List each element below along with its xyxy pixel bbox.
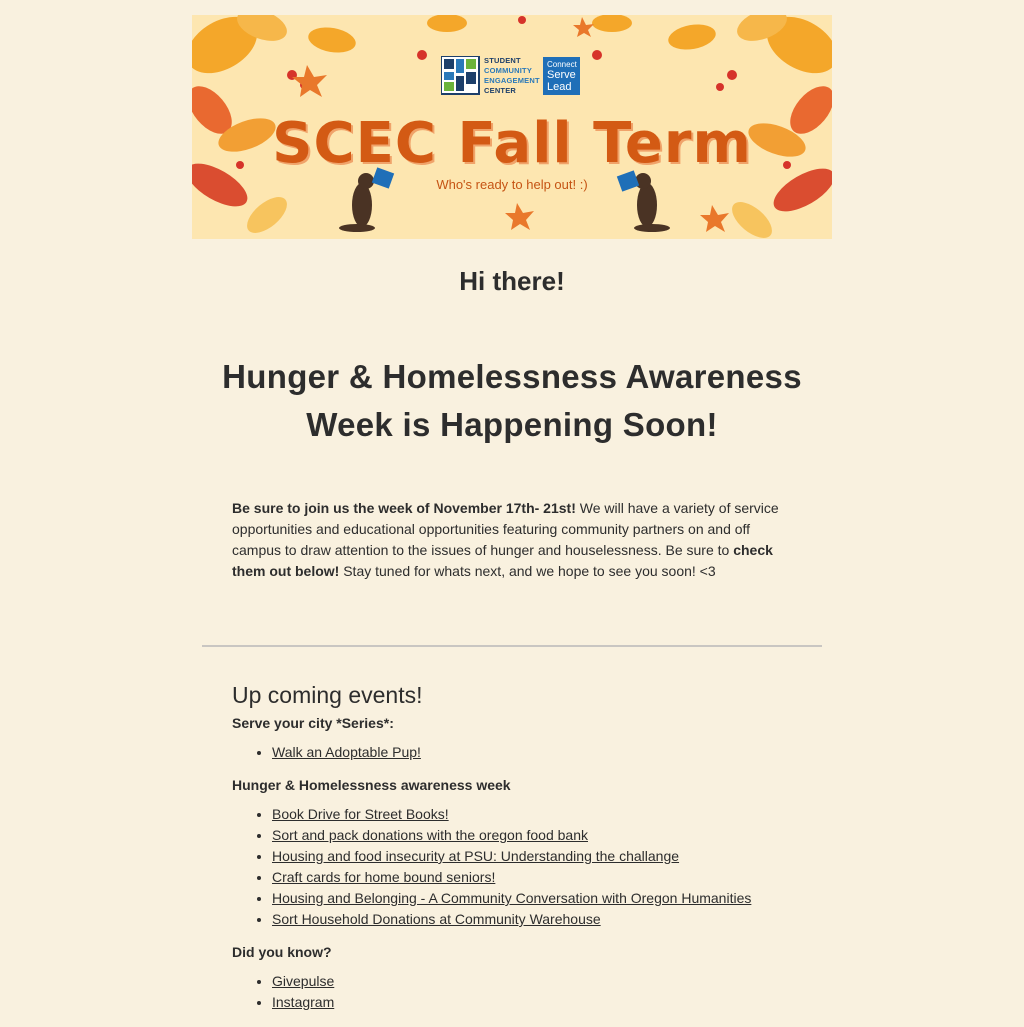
intro-cta-emphasis: check them out below! [232, 542, 773, 579]
instagram-link[interactable]: Instagram [272, 994, 335, 1010]
serve-your-city-list [232, 742, 812, 763]
serve-your-city-label: Serve your city *Series*: [232, 715, 394, 731]
events-section [232, 682, 812, 1027]
fall-term-banner [192, 15, 832, 239]
banner-title: SCEC Fall Term [272, 111, 752, 176]
givepulse-link[interactable]: Givepulse [272, 973, 335, 989]
list-item [272, 992, 812, 1013]
intro-text: We will have a variety of service opportunities and educational opportunities featuring community partners on and off campus to draw attention to the issues of hunger and houselessness. Be sure to [232, 500, 779, 558]
did-you-know-list [232, 971, 812, 1013]
headline: Hunger & Homelessness Awareness Week is Happening Soon! [222, 358, 802, 443]
intro-closing-text: Stay tuned for whats next, and we hope to see you soon! <3 [339, 563, 716, 579]
list-item [272, 909, 812, 930]
list-item [272, 825, 812, 846]
event-link-walk-pup[interactable]: Walk an Adoptable Pup! [272, 744, 421, 760]
intro-paragraph [232, 498, 798, 582]
list-item [272, 804, 812, 825]
list-item [272, 867, 812, 888]
scec-logo-icon [441, 56, 481, 96]
event-link-food-bank[interactable]: Sort and pack donations with the oregon food bank [272, 827, 588, 843]
awareness-week-label: Hunger & Homelessness awareness week [232, 777, 511, 793]
connect-serve-lead-badge: Connect Serve Lead [543, 57, 580, 95]
banner-subtitle: Who's ready to help out! :) [436, 177, 588, 192]
event-link-book-drive[interactable]: Book Drive for Street Books! [272, 806, 449, 822]
awareness-week-list [232, 804, 812, 930]
did-you-know-label: Did you know? [232, 944, 332, 960]
intro-date-emphasis: Be sure to join us the week of November 17th- 21st! [232, 500, 576, 516]
event-link-community-warehouse[interactable]: Sort Household Donations at Community Warehouse [272, 911, 601, 927]
list-item [272, 971, 812, 992]
events-heading: Up coming events! [232, 682, 423, 708]
list-item [272, 742, 812, 763]
list-item [272, 888, 812, 909]
scec-logo-text: STUDENT COMMUNITY ENGAGEMENT CENTER [484, 56, 540, 95]
list-item [272, 846, 812, 867]
section-divider [202, 645, 822, 647]
scec-logo [441, 55, 581, 97]
greeting-heading: Hi there! [459, 266, 565, 296]
event-link-craft-cards[interactable]: Craft cards for home bound seniors! [272, 869, 496, 885]
event-link-housing-belonging[interactable]: Housing and Belonging - A Community Conversation with Oregon Humanities [272, 890, 752, 906]
event-link-psu-insecurity[interactable]: Housing and food insecurity at PSU: Understanding the challange [272, 848, 680, 864]
